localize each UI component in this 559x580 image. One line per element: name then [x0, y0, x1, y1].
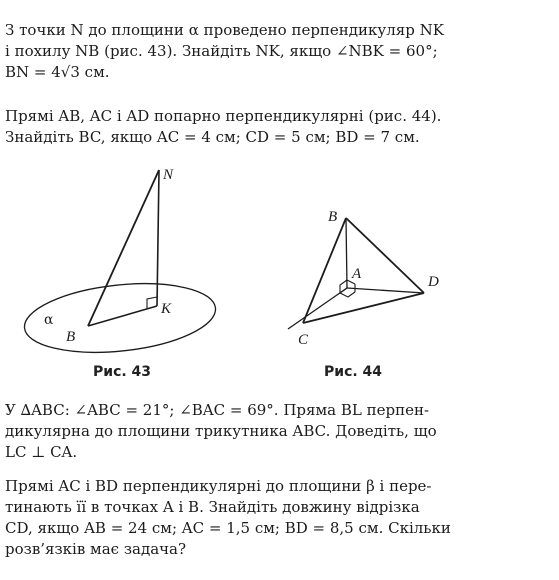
problem-4: [5, 476, 553, 560]
label-d-44: D: [428, 274, 439, 290]
figure-44: [288, 209, 439, 348]
label-c-44: C: [298, 332, 309, 348]
problem-3: [5, 400, 553, 463]
problem-4-line-2: тинають її в точках A і B. Знайдіть довжину відрізка: [5, 498, 420, 516]
problem-3-line-2: дикулярна до площини трикутника ABC. Доведіть, що: [5, 422, 437, 440]
label-k: K: [161, 301, 172, 317]
segment-bc: [303, 218, 346, 323]
problem-4-line-4: розв’язків має задача?: [5, 540, 187, 558]
problem-4-line-1: Прямі AC і BD перпендикулярні до площини β і пере-: [5, 477, 432, 495]
figure-44-caption: Рис. 44: [324, 364, 383, 380]
segment-ad: [347, 288, 424, 293]
figure-43: [21, 167, 219, 361]
label-b: B: [66, 329, 76, 345]
label-alpha: α: [44, 312, 54, 328]
figure-43-caption: Рис. 43: [93, 364, 152, 380]
problem-4-line-3: CD, якщо AB = 24 см; AC = 1,5 см; BD = 8,5 см. Скільки: [5, 519, 451, 537]
right-angle-mark-a-left: [340, 280, 347, 293]
problem-2-line-1: Прямі AB, AC і AD попарно перпендикулярні (рис. 44).: [5, 107, 442, 125]
problem-2-line-2: Знайдіть BC, якщо AC = 4 см; CD = 5 см; BD = 7 см.: [5, 128, 420, 146]
segment-nk: [157, 170, 159, 306]
right-angle-mark-a-bottom: [340, 292, 355, 297]
problem-1-line-1: З точки N до площини α проведено перпендикуляр NK: [5, 21, 444, 39]
label-n: N: [163, 167, 174, 183]
problem-3-line-3: LC ⊥ CA.: [5, 443, 78, 461]
segment-cd: [303, 293, 424, 323]
problem-1-line-3: BN = 4√3 см.: [5, 63, 110, 81]
problem-1-line-2: і похилу NB (рис. 43). Знайдіть NK, якщо ∠NBK = 60°;: [5, 42, 438, 60]
segment-ac: [288, 288, 347, 329]
label-a-44: A: [352, 266, 362, 282]
segment-ab: [346, 218, 347, 288]
problem-3-line-1: У ∆ABC: ∠ABC = 21°; ∠BAC = 69°. Пряма BL перпен-: [5, 401, 430, 419]
segment-nb: [88, 170, 159, 326]
label-b-44: B: [328, 209, 338, 225]
